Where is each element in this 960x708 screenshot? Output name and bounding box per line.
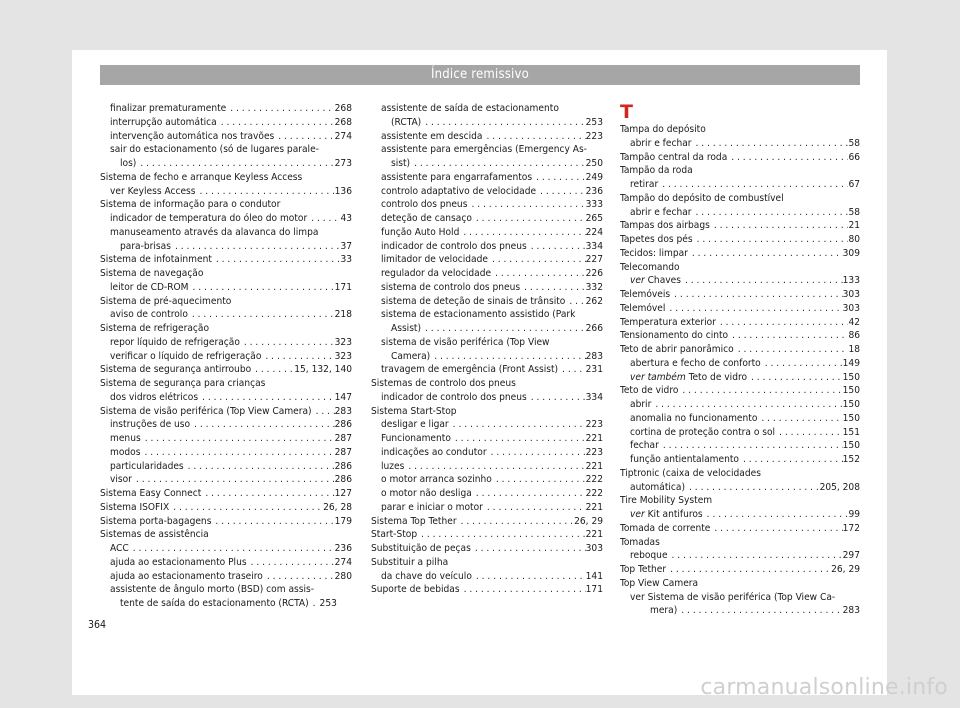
index-heading: Start-Stop . . . 221 [371, 528, 603, 542]
index-heading: Sistema de informação para o condutor [100, 199, 281, 211]
index-entry-continued: Camera) . . . 283 [371, 350, 603, 364]
index-entry: controlo dos pneus . . . 333 [371, 198, 603, 212]
index-heading: Top Tether . . . 26, 29 [620, 563, 860, 577]
index-entry: interrupção automática . . . 268 [100, 116, 352, 130]
index-cross-reference: ver também Teto de vidro . . . 150 [620, 371, 860, 385]
index-entry: intervenção automática nos travões . . . 274 [100, 130, 352, 144]
index-entry: aviso de controlo . . . 218 [100, 308, 352, 322]
index-heading: Sistema de visão periférica (Top View Camera) . . . 283 [100, 405, 352, 419]
index-entry: retirar . . . 67 [620, 178, 860, 192]
index-entry: instruções de uso . . . 286 [100, 418, 352, 432]
index-heading: Telecomando [620, 261, 680, 273]
index-entry: ACC . . . 236 [100, 542, 352, 556]
index-heading: Top View Camera [620, 577, 699, 589]
index-heading: Sistema Top Tether . . . 26, 29 [371, 515, 603, 529]
index-entry: parar e iniciar o motor . . . 221 [371, 501, 603, 515]
index-entry: limitador de velocidade . . . 227 [371, 253, 603, 267]
index-column-2 [371, 102, 603, 597]
index-entry: assistente para emergências (Emergency As- [381, 144, 587, 156]
index-heading: Tampão central da roda . . . 66 [620, 151, 860, 165]
index-entry: menus . . . 287 [100, 432, 352, 446]
index-heading: Suporte de bebidas . . . 171 [371, 583, 603, 597]
index-entry: sistema de estacionamento assistido (Park [381, 309, 576, 321]
index-heading: Tampas dos airbags . . . 21 [620, 219, 860, 233]
index-entry: assistente em descida . . . 223 [371, 130, 603, 144]
index-heading: Substituição de peças . . . 303 [371, 542, 603, 556]
index-cross-reference: ver Chaves . . . 133 [620, 274, 860, 288]
index-column-1 [100, 102, 352, 611]
index-entry: Funcionamento . . . 221 [371, 432, 603, 446]
index-heading: Teto de abrir panorâmico . . . 18 [620, 343, 860, 357]
index-entry: assistente para engarrafamentos . . . 249 [371, 171, 603, 185]
index-entry: desligar e ligar . . . 223 [371, 418, 603, 432]
index-entry-continued: Assist) . . . 266 [371, 322, 603, 336]
index-heading: Tomadas [620, 536, 660, 548]
index-heading: Teto de vidro . . . 150 [620, 384, 860, 398]
index-heading: Sistema de navegação [100, 268, 204, 279]
index-heading: Tampa do depósito [620, 124, 706, 135]
index-entry: modos . . . 287 [100, 446, 352, 460]
index-entry-continued: los) . . . 273 [100, 157, 352, 171]
page-title: Índice remissivo [100, 65, 860, 85]
index-entry: ver Keyless Access . . . 136 [100, 185, 352, 199]
index-entry: controlo adaptativo de velocidade . . . 236 [371, 185, 603, 199]
index-heading: Tapetes dos pés . . . 80 [620, 233, 860, 247]
index-entry: ver Sistema de visão periférica (Top View Ca- [630, 591, 836, 603]
index-entry: finalizar prematuramente . . . 268 [100, 102, 352, 116]
index-entry: assistente de ângulo morto (BSD) com assis- [110, 584, 315, 596]
index-entry-continued: sist) . . . 250 [371, 157, 603, 171]
index-entry: reboque . . . 297 [620, 549, 860, 563]
index-heading: Substituir a pilha [371, 556, 449, 568]
index-entry: sistema de visão periférica (Top View [381, 336, 550, 348]
index-heading: Sistema de segurança antirroubo . . . 15, 132, 140 [100, 363, 352, 377]
index-heading: Sistema ISOFIX . . . 26, 28 [100, 501, 352, 515]
index-entry: indicador de temperatura do óleo do motor . . . 43 [100, 212, 352, 226]
index-heading: Telemóveis . . . 303 [620, 288, 860, 302]
index-heading: Sistema de pré-aquecimento [100, 295, 232, 307]
index-heading: Telemóvel . . . 303 [620, 302, 860, 316]
index-entry: da chave do veículo . . . 141 [371, 570, 603, 584]
index-heading: Sistemas de controlo dos pneus [371, 378, 516, 389]
index-heading: Sistema de refrigeração [100, 323, 210, 334]
index-entry: abrir e fechar . . . 58 [620, 206, 860, 220]
index-entry: abrir . . . 150 [620, 398, 860, 412]
index-entry: anomalia no funcionamento . . . 150 [620, 412, 860, 426]
index-heading: Tensionamento do cinto . . . 86 [620, 329, 860, 343]
index-heading: Sistema Start-Stop [371, 405, 457, 417]
index-heading: Sistema Easy Connect . . . 127 [100, 487, 352, 501]
index-entry: repor líquido de refrigeração . . . 323 [100, 336, 352, 350]
index-heading: Sistema de segurança para crianças [100, 378, 266, 389]
index-entry: função antientalamento . . . 152 [620, 453, 860, 467]
index-entry: ajuda ao estacionamento traseiro . . . 280 [100, 570, 352, 584]
index-entry: assistente de saída de estacionamento [381, 103, 559, 114]
index-entry: abertura e fecho de conforto . . . 149 [620, 357, 860, 371]
section-letter: T [620, 101, 633, 123]
index-heading: Tampão do depósito de combustível [620, 192, 784, 204]
index-entry: dos vidros elétricos . . . 147 [100, 391, 352, 405]
index-entry: o motor não desliga . . . 222 [371, 487, 603, 501]
index-entry: sair do estacionamento (só de lugares parale- [110, 144, 319, 156]
index-entry: indicador de controlo dos pneus . . . 334 [371, 391, 603, 405]
index-entry: manuseamento através da alavanca do limpa [110, 226, 319, 238]
page-number: 364 [88, 619, 107, 631]
index-heading: Sistema de infotainment . . . 33 [100, 253, 352, 267]
index-entry: abrir e fechar . . . 58 [620, 137, 860, 151]
index-entry: ajuda ao estacionamento Plus . . . 274 [100, 556, 352, 570]
index-entry: visor . . . 286 [100, 473, 352, 487]
index-entry: cortina de proteção contra o sol . . . 151 [620, 426, 860, 440]
index-entry: indicador de controlo dos pneus . . . 334 [371, 240, 603, 254]
index-heading: Tampão da roda [620, 165, 693, 177]
index-entry: indicações ao condutor . . . 223 [371, 446, 603, 460]
index-entry: sistema de controlo dos pneus . . . 332 [371, 281, 603, 295]
index-heading: Sistema porta-bagagens . . . 179 [100, 515, 352, 529]
index-entry: luzes . . . 221 [371, 460, 603, 474]
index-entry-continued: tente de saída do estacionamento (RCTA) . 253 [120, 598, 337, 609]
index-entry-continued: automática) . . . 205, 208 [620, 481, 860, 495]
watermark: carmanualsonline.info [700, 675, 948, 700]
index-entry-continued: mera) . . . 283 [620, 604, 860, 618]
index-entry: função Auto Hold . . . 224 [371, 226, 603, 240]
index-entry-continued: (RCTA) . . . 253 [371, 116, 603, 130]
index-entry: o motor arranca sozinho . . . 222 [371, 473, 603, 487]
index-entry: particularidades . . . 286 [100, 460, 352, 474]
index-heading: Tomada de corrente . . . 172 [620, 522, 860, 536]
index-cross-reference: ver Kit antifuros . . . 99 [620, 508, 860, 522]
index-entry-continued: para-brisas . . . 37 [100, 240, 352, 254]
index-heading: Sistemas de assistência [100, 529, 209, 541]
index-heading: Tiptronic (caixa de velocidades [620, 467, 761, 479]
index-entry: fechar . . . 150 [620, 439, 860, 453]
index-column-3 [620, 102, 860, 618]
index-heading: Tecidos: limpar . . . 309 [620, 247, 860, 261]
index-entry: regulador da velocidade . . . 226 [371, 267, 603, 281]
index-entry: leitor de CD-ROM . . . 171 [100, 281, 352, 295]
index-heading: Temperatura exterior . . . 42 [620, 316, 860, 330]
index-entry: deteção de cansaço . . . 265 [371, 212, 603, 226]
index-heading: Sistema de fecho e arranque Keyless Access [100, 171, 303, 183]
index-heading: Tire Mobility System [620, 495, 713, 507]
index-entry: travagem de emergência (Front Assist) . . . 231 [371, 363, 603, 377]
index-entry: sistema de deteção de sinais de trânsito . . . 262 [371, 295, 603, 309]
index-entry: verificar o líquido de refrigeração . . . 323 [100, 350, 352, 364]
